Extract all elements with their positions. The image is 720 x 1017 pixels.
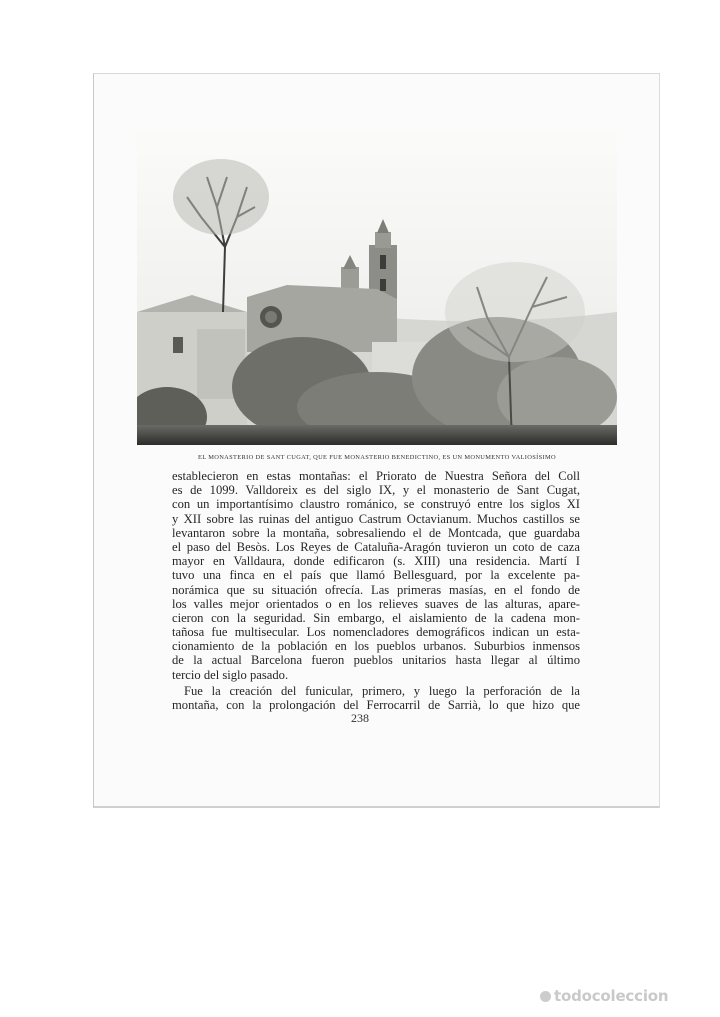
text-line: norámica que su situación ofrecía. Las primeras masías, en el fondo de (172, 582, 580, 597)
watermark-text: todocoleccion (554, 987, 669, 1005)
text-line: tuvo una finca en el país que llamó Bellesguard, por la excelente pa- (172, 568, 580, 583)
text-line: tañosa fue multisecular. Los nomencladores demográficos indican un esta- (172, 625, 580, 640)
text-line: levantaron sobre la montaña, sobresaliendo el de Montcada, que guardaba (172, 525, 580, 540)
text-line: es de 1099. Valldoreix es del siglo IX, y el monasterio de Sant Cugat, (172, 483, 580, 498)
text-line: mayor en Valldaura, donde edificaron (s. XIII) una residencia. Martí I (172, 554, 580, 569)
todocoleccion-logo-icon (540, 991, 551, 1002)
text-line: cieron con la seguridad. Sin embargo, el aislamiento de la cadena mon- (172, 610, 580, 625)
text-line: el paso del Besòs. Los Reyes de Cataluña-Aragón tuvieron un coto de caza (172, 539, 580, 554)
photo-caption: EL MONASTERIO DE SANT CUGAT, QUE FUE MONASTERIO BENEDICTINO, ES UN MONUMENTO VALIOSÍSIMO (197, 454, 557, 461)
body-text (172, 469, 580, 712)
watermark (540, 987, 668, 1005)
monastery-photo (137, 127, 617, 445)
text-line: montaña, con la prolongación del Ferrocarril de Sarrià, lo que hizo que (172, 698, 580, 712)
text-line: con un importantísimo claustro románico, se construyó entre los siglos XI (172, 497, 580, 512)
page-number: 238 (351, 711, 369, 725)
text-line: de la actual Barcelona fueron pueblos unitarios hasta llegar al último (172, 653, 580, 668)
text-line: establecieron en estas montañas: el Priorato de Nuestra Señora del Coll (172, 469, 580, 483)
text-line: tercio del siglo pasado. (172, 667, 289, 682)
text-line: los valles mejor orientados o en los relieves suaves de las alturas, apare- (172, 596, 580, 611)
text-line: cionamiento de la población en los pueblos urbanos. Suburbios inmensos (172, 639, 580, 654)
photo-monastery-icon (137, 127, 617, 445)
text-line: Fue la creación del funicular, primero, y luego la perforación de la (184, 683, 580, 698)
text-line: y XII sobre las ruinas del antiguo Castrum Octavianum. Muchos castillos se (172, 511, 580, 526)
